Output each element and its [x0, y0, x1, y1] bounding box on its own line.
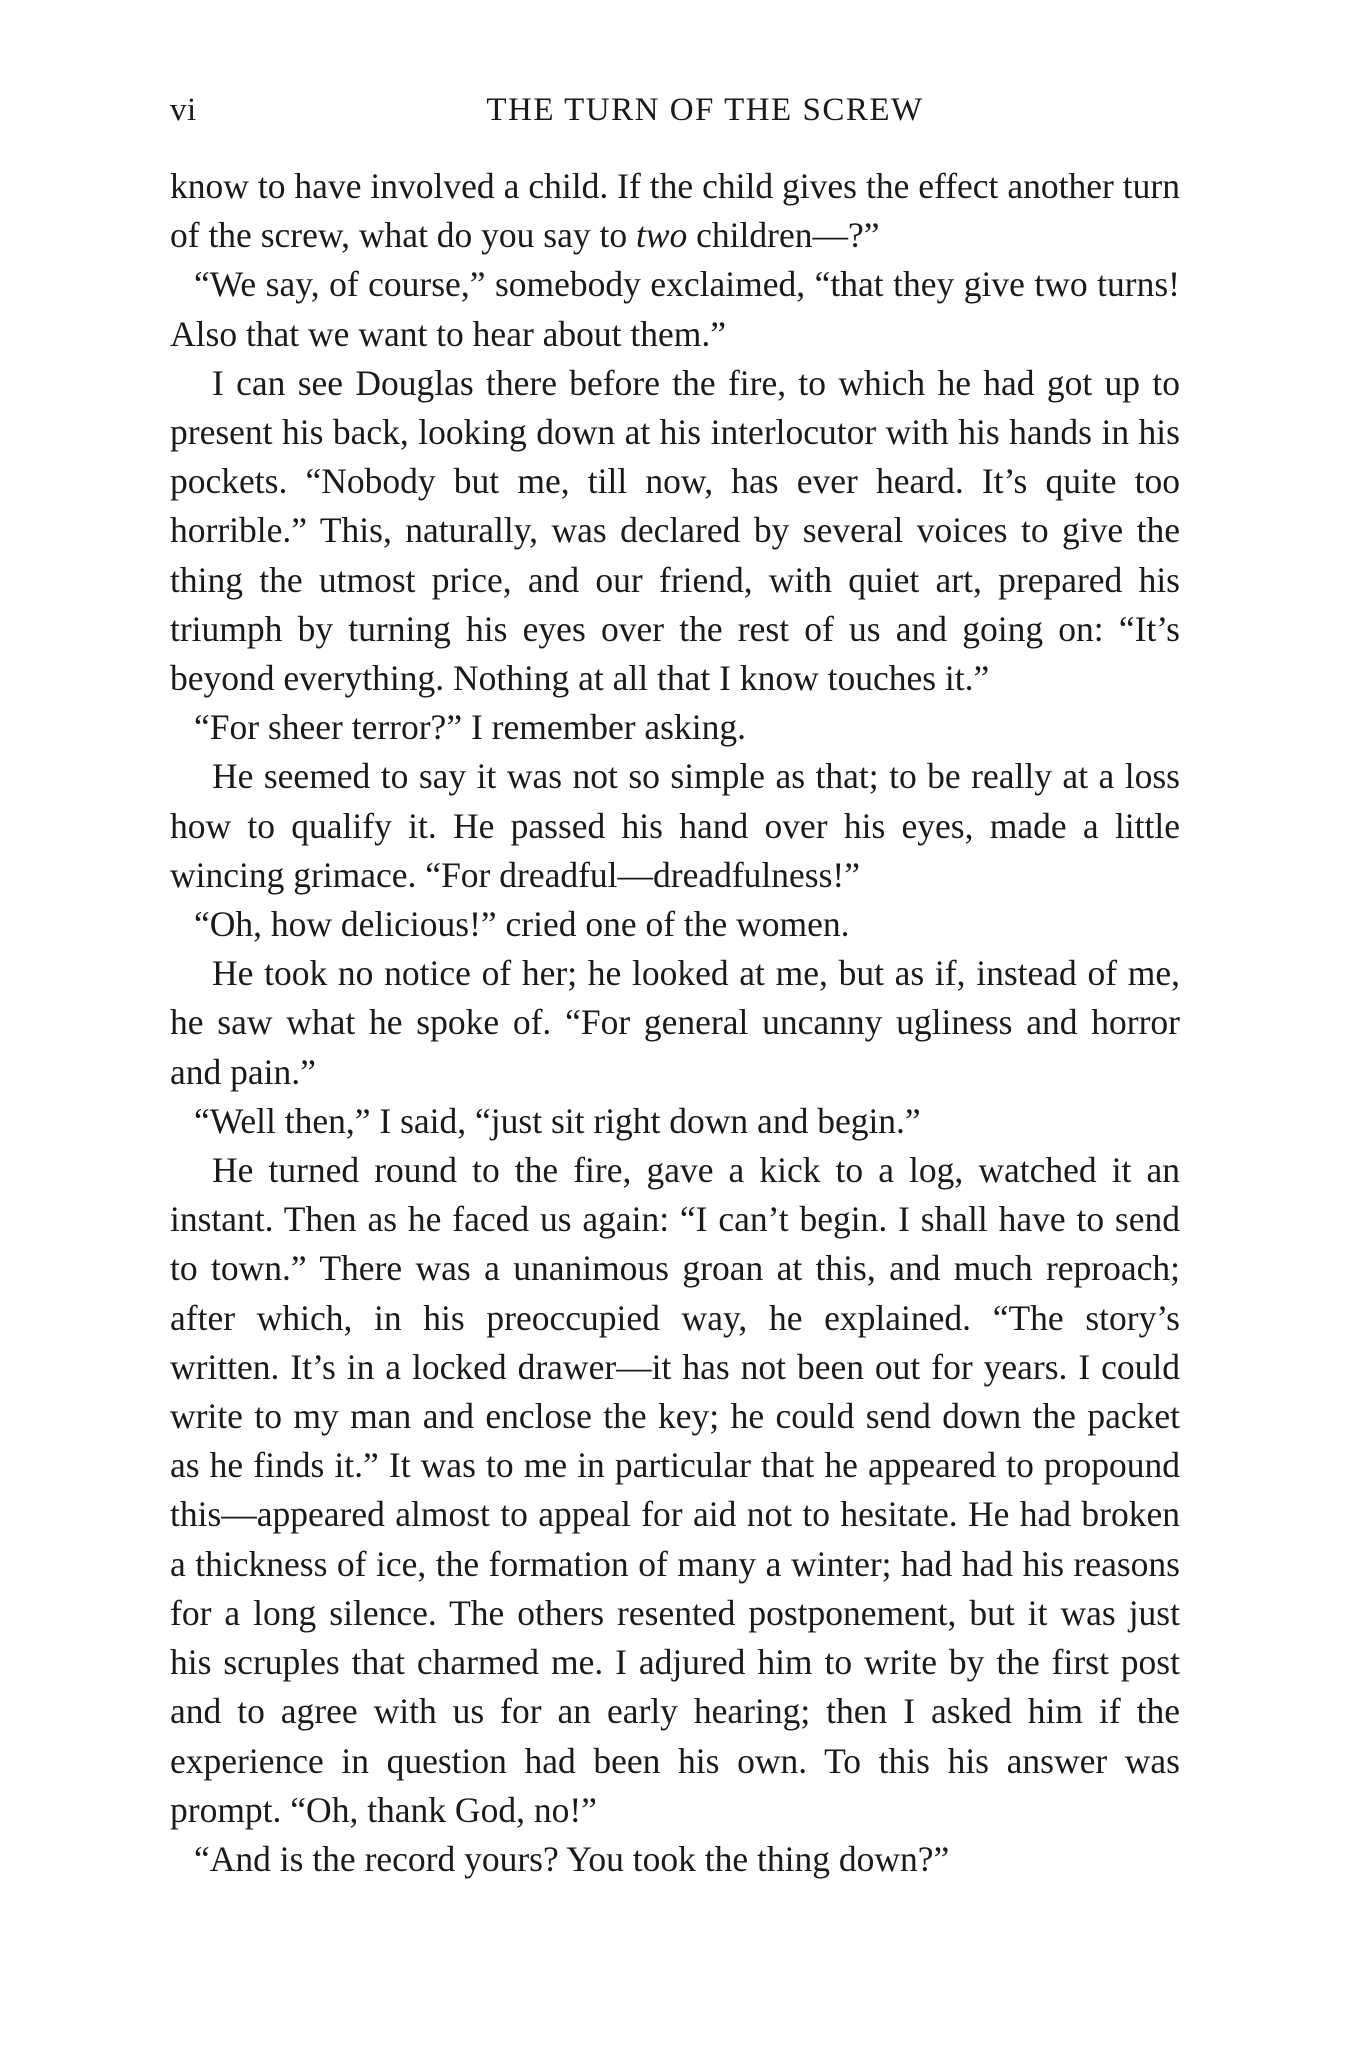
running-head	[170, 92, 1180, 140]
paragraph: He took no notice of her; he looked at me, but as if, instead of me, he saw what he spoke of. “For general uncanny ugliness and horror and pain.”	[170, 953, 1180, 1092]
paragraph: “Well then,” I said, “just sit right down and begin.”	[194, 1100, 921, 1141]
paragraph: I can see Douglas there before the fire, to which he had got up to present his back, looking down at his interlocutor with his hands in his pockets. “Nobody but me, till now, has ever heard. It’s quite too horrible.” This, naturally, was declared by several voices to give the thing the utmost price, and our friend, with quiet art, prepared his triumph by turning his eyes over the rest of us and going on: “It’s beyond everything. Nothing at all that I know touches it.”	[170, 362, 1180, 699]
paragraph: “And is the record yours? You took the thing down?”	[194, 1838, 950, 1879]
running-title: THE TURN OF THE SCREW	[486, 92, 924, 128]
italic-emphasis: two	[636, 215, 688, 256]
paragraph-1-part-1: know to have involved a child. If the child gives the effect another turn of the screw, what do you say to	[170, 166, 1180, 256]
paragraph: “Oh, how delicious!” cried one of the women.	[194, 904, 850, 945]
page-number: vi	[170, 92, 197, 128]
paragraph-continued	[170, 162, 1180, 260]
paragraph-1-part-3: children—?”	[687, 215, 880, 256]
paragraph: “For sheer terror?” I remember asking.	[194, 707, 746, 748]
paragraph: He turned round to the fire, gave a kick to a log, watched it an instant. Then as he faced us again: “I can’t begin. I shall have to send to town.” There was a unanimous groan at this, and much reproach; after which, in his preoccupied way, he explained. “The story’s written. It’s in a locked drawer—it has not been out for years. I could write to my man and enclose the key; he could send down the packet as he finds it.” It was to me in particular that he appeared to propound this—appeared almost to appeal for aid not to hesitate. He had broken a thickness of ice, the formation of many a winter; had had his reasons for a long silence. The others resented postponement, but it was just his scruples that charmed me. I adjured him to write by the first post and to agree with us for an early hearing; then I asked him if the experience in question had been his own. To this his answer was prompt. “Oh, thank God, no!”	[170, 1150, 1180, 1830]
paragraph: “We say, of course,” somebody exclaimed, “that they give two turns! Also that we want to hear about them.”	[170, 264, 1180, 354]
body-text	[170, 162, 1180, 1884]
paragraph: He seemed to say it was not so simple as that; to be really at a loss how to qualify it. He passed his hand over his eyes, made a little wincing grimace. “For dreadful—dreadfulness!”	[170, 756, 1180, 895]
